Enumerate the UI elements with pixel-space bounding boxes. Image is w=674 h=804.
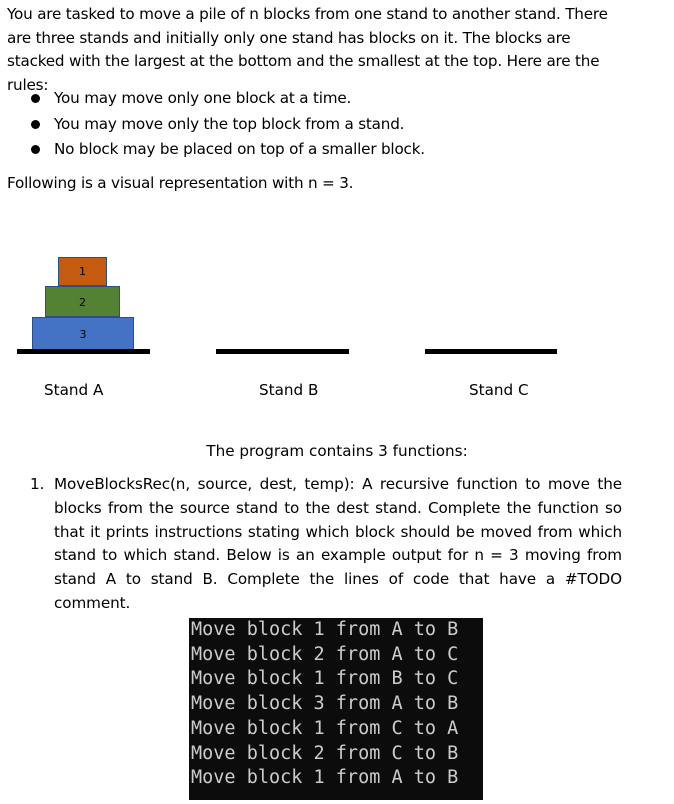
console-line: Move block 2 from C to B xyxy=(191,742,459,764)
rule-item: You may move only the top block from a stand. xyxy=(24,112,425,138)
console-line: Move block 1 from C to A xyxy=(191,717,459,739)
console-output xyxy=(189,618,483,800)
stand-a-base xyxy=(17,349,150,354)
console-line: Move block 2 from A to C xyxy=(191,643,459,665)
rule-item: No block may be placed on top of a smaller block. xyxy=(24,137,425,163)
bullet-icon xyxy=(31,145,40,154)
console-line: Move block 1 from A to B xyxy=(191,619,459,640)
stand-c-base xyxy=(425,349,557,354)
block-1: 1 xyxy=(58,257,107,286)
block-3: 3 xyxy=(32,317,134,350)
functions-intro: The program contains 3 functions: xyxy=(206,442,468,460)
bullet-icon xyxy=(31,94,40,103)
rules-list xyxy=(24,86,425,163)
rule-item: You may move only one block at a time. xyxy=(24,86,425,112)
console-line: Move block 1 from A to B xyxy=(191,767,459,789)
stand-c-label: Stand C xyxy=(469,381,529,399)
item-number: 1. xyxy=(30,475,45,493)
console-line: Move block 1 from B to C xyxy=(191,668,459,690)
console-line: Move block 3 from A to B xyxy=(191,693,459,715)
item-text: MoveBlocksRec(n, source, dest, temp): A recursive function to move the blocks from the source stand to the dest stand. Complete the function so that it prints instructions stating which block should be moved from which stand to which stand. Below is an example output for n = 3 moving from stand A to stand B. Complete the lines of code that have a #TODO comment. xyxy=(54,475,622,612)
block-2: 2 xyxy=(45,286,120,317)
intro-paragraph: You are tasked to move a pile of n blocks from one stand to another stand. There are three stands and initially only one stand has blocks on it. The blocks are stacked with the largest at the bottom and the smallest at the top. Here are the rules: xyxy=(7,5,608,94)
stand-b-base xyxy=(216,349,349,354)
stand-a-label: Stand A xyxy=(44,381,104,399)
following-text: Following is a visual representation with n = 3. xyxy=(7,174,354,192)
bullet-icon xyxy=(31,120,40,129)
stand-b-label: Stand B xyxy=(259,381,319,399)
